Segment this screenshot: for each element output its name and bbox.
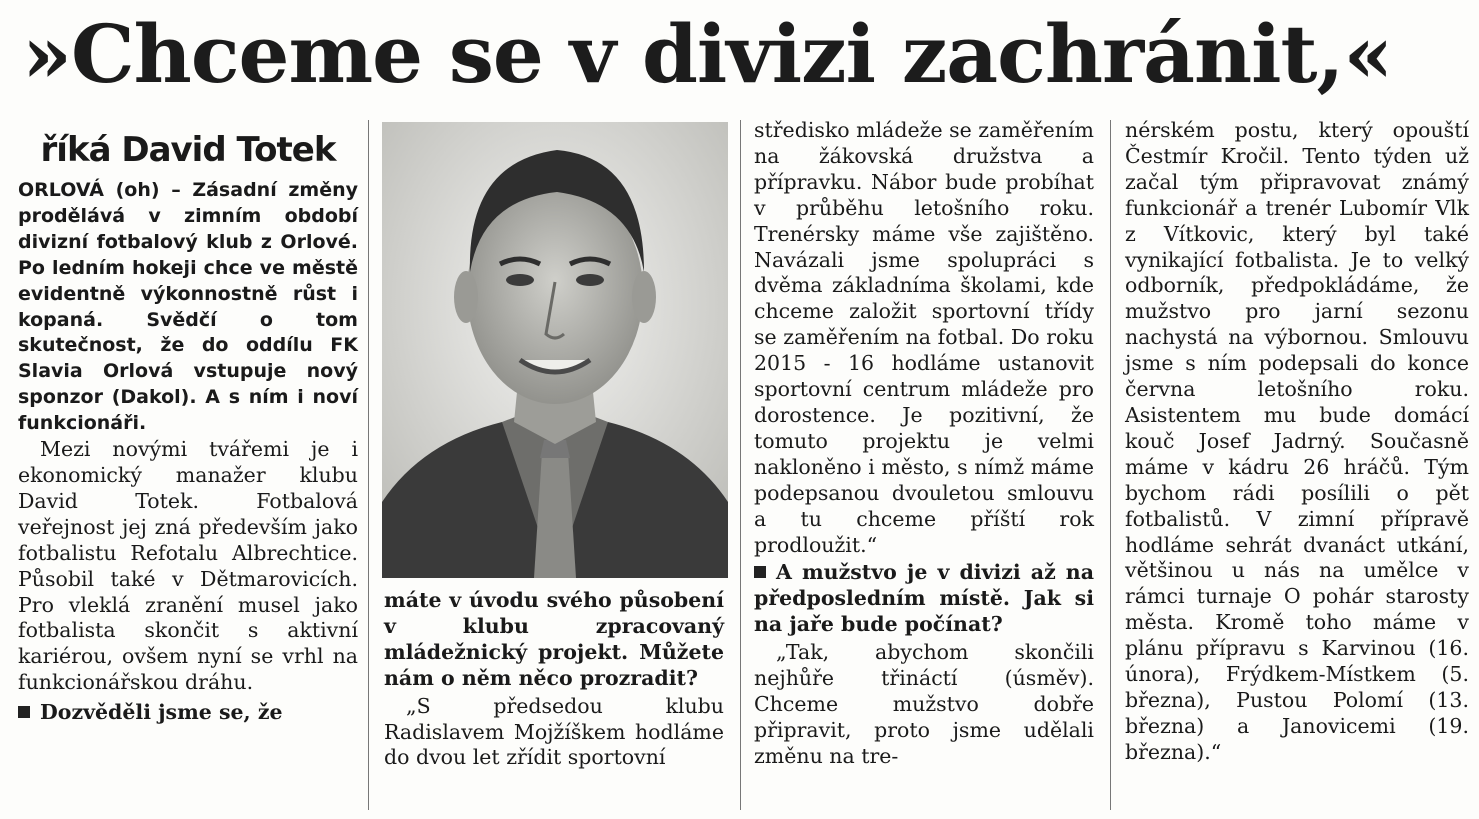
article-lead: ORLOVÁ (oh) – Zásadní změny prodělává v zimním období divizní fotbalový klub z Orlové. Po ledním hokeji chce ve městě evidentně výkonnostně růst i kopaná. Svědčí o tom skutečnost, že do oddílu FK Slavia Orlová vstupuje nový sponzor (Dakol). A s ním i noví funkcionáři. (18, 179, 358, 435)
interview-question-1-continued: máte v úvodu svého působení v klubu zpracovaný mládežnický projekt. Můžete nám o něm něco prozradit? (384, 588, 724, 690)
interview-answer-1: „S předsedou klubu Radislavem Mojžíškem hodláme do dvou let zřídit sportovní (384, 693, 724, 770)
question-text: Dozvěděli jsme se, že (40, 700, 283, 725)
portrait-photo (382, 122, 728, 578)
article-column-4 (1125, 118, 1469, 766)
interview-question-2 (754, 560, 1094, 638)
article-column-2 (384, 588, 724, 771)
interview-answer-2: „Tak, abychom skončili nejhůře třináctí (úsměv). Chceme mužstvo dobře připravit, proto jsme udělali změnu na tre- (754, 640, 1094, 768)
column-rule-3 (1110, 120, 1111, 810)
interview-question-1 (18, 700, 358, 726)
bullet-square-icon (754, 566, 766, 578)
column-rule-2 (740, 120, 741, 810)
bullet-square-icon (18, 706, 30, 718)
interview-answer-1-continued: středisko mládeže se zaměřením na žákovská družstva a přípravku. Nábor bude probíhat v průběhu letošního roku. Trenérsky máme vše zajištěno. Navázali jsme spolupráci s dvěma základníma školami, kde chceme založit sportovní třídy se zaměřením na fotbal. Do roku 2015 - 16 hodláme ustanovit sportovní centrum mládeže pro dorostence. Je pozitivní, že tomuto projektu je velmi nakloněno i město, s nímž máme podepsanou dvouletou smlouvu a tu chceme příští rok prodloužit.“ (754, 118, 1094, 557)
article-column-3 (754, 118, 1094, 770)
interview-answer-2-continued: nérském postu, který opouští Čestmír Kročil. Tento týden už začal tým připravovat známý funkcionář a trenér Lubomír Vlk z Vítkovic, který byl také vynikající fotbalista. Je to velký odborník, předpokládáme, že mužstvo pro jarní sezonu nachystá na výbornou. Smlouvu jsme s ním podepsali do konce června letošního roku. Asistentem mu bude domácí kouč Josef Jadrný. Současně máme v kádru 26 hráčů. Tým bychom rádi posílili o pět fotbalistů. V zimní přípravě hodláme sehrát dvanáct utkání, většinou u nás na umělce v rámci turnaje O pohár starosty města. Kromě toho máme v plánu přípravu s Karvinou (16. února), Frýdkem-Místkem (5. března), Pustou Polomí (13. března) a Janovicemi (19. března).“ (1125, 118, 1469, 764)
column-rule-1 (368, 120, 369, 810)
article-headline: »Chceme se v divizi zachránit,« (22, 7, 1393, 101)
article-paragraph: Mezi novými tvářemi je i ekonomický manažer klubu David Totek. Fotbalová veřejnost jej zná především jako fotbalistu Refotalu Albrechtice. Působil také v Dětmarovicích. Pro vleklá zranění musel jako fotbalista skončit s aktivní kariérou, ovšem nyní se vrhl na funkcionářskou dráhu. (18, 437, 358, 695)
article-subheadline: říká David Totek (40, 130, 336, 170)
article-column-1 (18, 128, 358, 726)
question-text: A mužstvo je v divizi až na předposledním místě. Jak si na jaře bude počínat? (754, 560, 1094, 637)
